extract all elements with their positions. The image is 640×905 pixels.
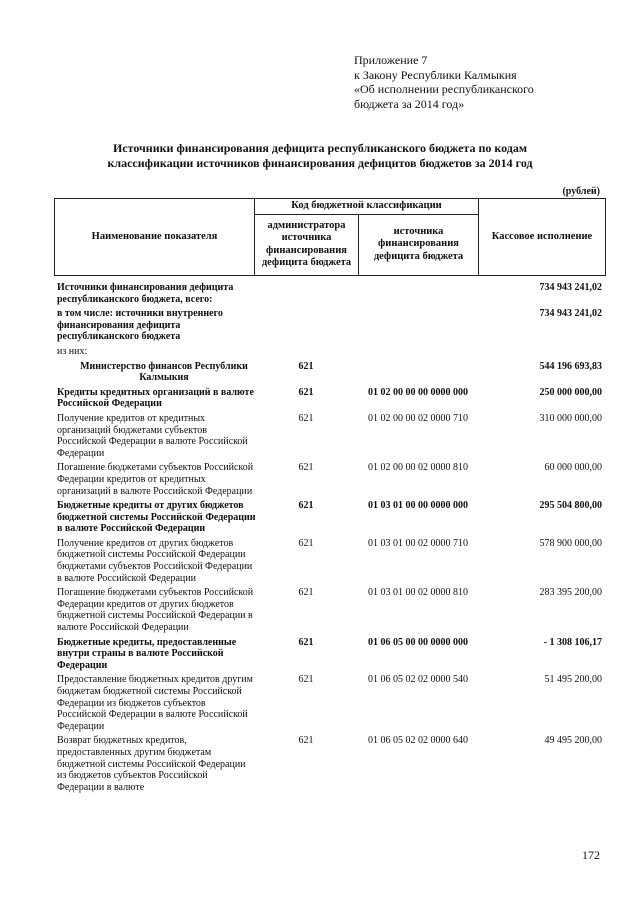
table-row bbox=[54, 587, 605, 633]
row-amount: 51 495 200,00 bbox=[544, 674, 602, 686]
row-name: Министерство финансов Республики Калмыкия bbox=[80, 360, 248, 384]
title-line: классификации источников финансирования дефицитов бюджетов за 2014 год bbox=[107, 156, 533, 170]
row-admin-code: 621 bbox=[298, 386, 314, 398]
row-source-code: 01 02 00 00 02 0000 710 bbox=[368, 412, 468, 424]
row-name: Получение кредитов от кредитных организаций бюджетами субъектов Российской Федерации в валюте Российской Федерации bbox=[57, 412, 248, 459]
row-source-code: 01 02 00 00 00 0000 000 bbox=[368, 386, 468, 398]
table-body bbox=[54, 282, 605, 793]
row-source-code: 01 06 05 02 02 0000 640 bbox=[368, 735, 468, 747]
row-name: Погашение бюджетами субъектов Российской Федерации кредитов от кредитных организаций в валюте Российской Федерации bbox=[57, 462, 254, 497]
header-admin: администратора источника финансирования дефицита бюджета bbox=[255, 214, 359, 275]
row-admin-code: 621 bbox=[298, 587, 314, 599]
row-source-code: 01 06 05 00 00 0000 000 bbox=[368, 636, 468, 648]
header-amount: Кассовое исполнение bbox=[479, 199, 606, 276]
table-row bbox=[54, 462, 605, 497]
row-amount: 295 504 800,00 bbox=[539, 500, 602, 512]
row-admin-code: 621 bbox=[298, 636, 314, 648]
row-name: Предоставление бюджетных кредитов другим бюджетам бюджетной системы Российской Федерации из бюджетов субъектов Российской Федерации в валюте Российской Федерации bbox=[57, 674, 253, 732]
appendix-note bbox=[354, 53, 614, 111]
row-name: из них: bbox=[57, 345, 88, 357]
table-row bbox=[54, 500, 605, 535]
row-amount: 734 943 241,02 bbox=[539, 282, 602, 293]
row-source-code: 01 02 00 00 02 0000 810 bbox=[368, 462, 468, 474]
table-row bbox=[54, 361, 605, 384]
table-row bbox=[54, 308, 605, 343]
row-amount: 578 900 000,00 bbox=[539, 537, 602, 549]
row-source-code: 01 06 05 02 02 0000 540 bbox=[368, 674, 468, 686]
row-name: Бюджетные кредиты от других бюджетов бюджетной системы Российской Федерации в валюте Российской Федерации bbox=[57, 500, 256, 535]
page-number: 172 bbox=[582, 848, 600, 862]
row-source-code: 01 03 01 00 02 0000 810 bbox=[368, 587, 468, 599]
appendix-line: «Об исполнении республиканского bbox=[354, 82, 534, 96]
table-header bbox=[54, 198, 606, 276]
row-name: в том числе: источники внутреннего финансирования дефицита республиканского бюджета bbox=[57, 308, 223, 343]
table-row bbox=[54, 637, 605, 672]
row-name: Возврат бюджетных кредитов, предоставленных другим бюджетам бюджетной системы Российской Федерации из бюджетов субъектов Российской Федерации в валюте bbox=[57, 735, 246, 793]
table-row bbox=[54, 387, 605, 410]
title-line: Источники финансирования дефицита республиканского бюджета по кодам bbox=[112, 141, 528, 155]
table-row bbox=[54, 413, 605, 459]
header-code-group: Код бюджетной классификации bbox=[255, 199, 479, 215]
row-amount: 310 000 000,00 bbox=[539, 412, 602, 424]
row-amount: 49 495 200,00 bbox=[544, 735, 602, 747]
table-row bbox=[54, 674, 605, 732]
table-row bbox=[54, 735, 605, 793]
header-name: Наименование показателя bbox=[55, 199, 255, 276]
row-admin-code: 621 bbox=[298, 360, 314, 372]
row-amount: - 1 308 106,17 bbox=[543, 636, 602, 648]
row-admin-code: 621 bbox=[298, 735, 314, 747]
row-amount: 734 943 241,02 bbox=[539, 308, 602, 320]
table-row bbox=[54, 282, 605, 305]
row-name: Кредиты кредитных организаций в валюте Российской Федерации bbox=[57, 386, 254, 410]
row-amount: 60 000 000,00 bbox=[544, 462, 602, 474]
table-row bbox=[54, 538, 605, 584]
row-source-code: 01 03 01 00 00 0000 000 bbox=[368, 500, 468, 512]
row-admin-code: 621 bbox=[298, 537, 314, 549]
row-admin-code: 621 bbox=[298, 500, 314, 512]
row-amount: 544 196 693,83 bbox=[539, 360, 602, 372]
appendix-line: бюджета за 2014 год» bbox=[354, 96, 465, 111]
header-source: источника финансирования дефицита бюджета bbox=[359, 214, 479, 275]
appendix-line: Приложение 7 bbox=[354, 53, 428, 67]
table-row bbox=[54, 346, 605, 358]
row-name: Получение кредитов от других бюджетов бюджетной системы Российской Федерации бюджетами субъектов Российской Федерации в валюте Российской Федерации bbox=[57, 537, 253, 584]
units-label: (рублей) bbox=[562, 186, 600, 197]
row-name: Источники финансирования дефицита республиканского бюджета, всего: bbox=[57, 282, 234, 305]
row-amount: 250 000 000,00 bbox=[539, 386, 602, 398]
appendix-line: к Закону Республики Калмыкия bbox=[354, 67, 517, 82]
row-name: Погашение бюджетами субъектов Российской Федерации кредитов от других бюджетов бюджетной системы Российской Федерации в валюте Российской Федерации bbox=[57, 587, 254, 634]
row-source-code: 01 03 01 00 02 0000 710 bbox=[368, 537, 468, 549]
document-title bbox=[60, 141, 580, 171]
row-name: Бюджетные кредиты, предоставленные внутри страны в валюте Российской Федерации bbox=[57, 636, 237, 671]
row-admin-code: 621 bbox=[298, 462, 314, 474]
row-admin-code: 621 bbox=[298, 674, 314, 686]
row-admin-code: 621 bbox=[298, 412, 314, 424]
row-amount: 283 395 200,00 bbox=[539, 587, 602, 599]
